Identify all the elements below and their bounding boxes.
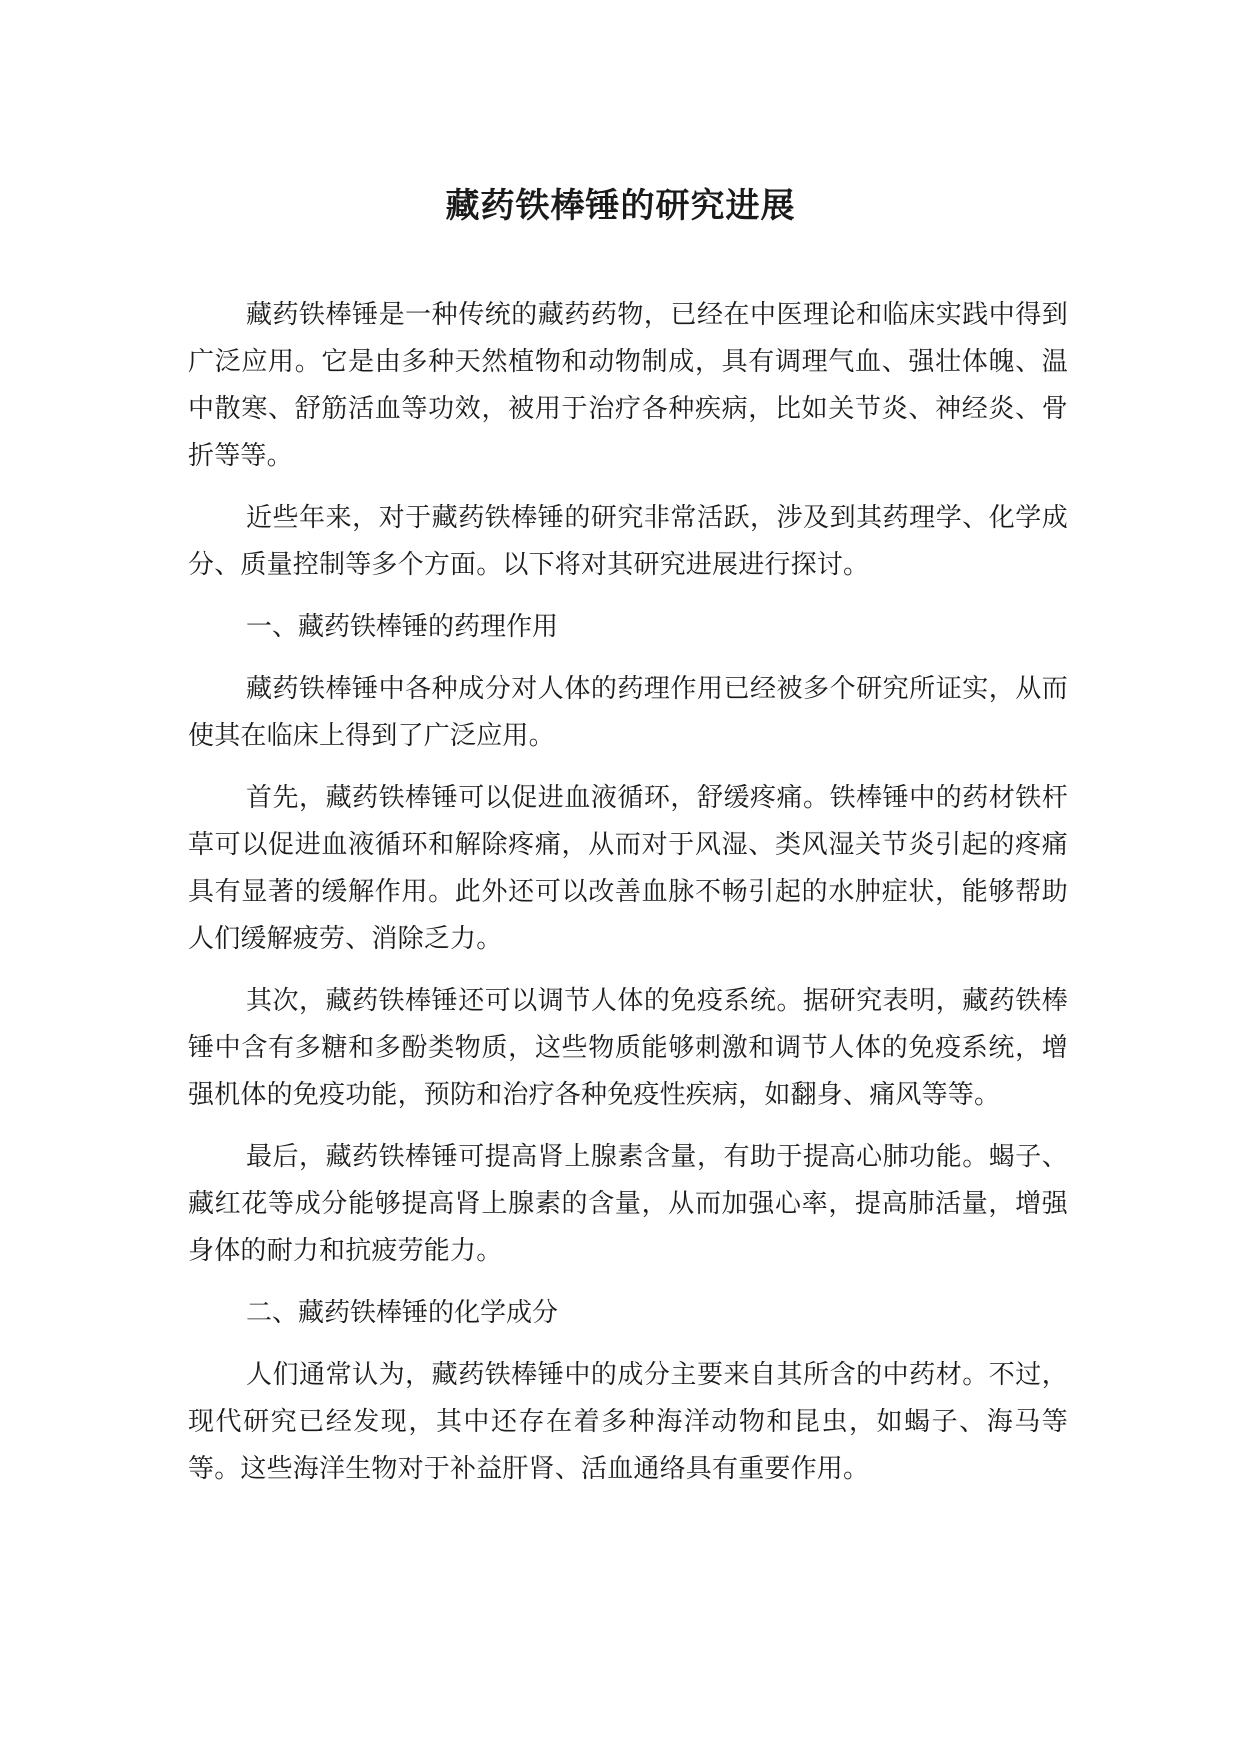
paragraph-overview: 近些年来，对于藏药铁棒锤的研究非常活跃，涉及到其药理学、化学成分、质量控制等多个方面。以下将对其研究进展进行探讨。 (188, 503, 1068, 580)
document-body (188, 292, 1068, 1508)
paragraph-circulation: 首先，藏药铁棒锤可以促进血液循环，舒缓疼痛。铁棒锤中的药材铁杆草可以促进血液循环和解除疼痛，从而对于风湿、类风湿关节炎引起的疼痛具有显著的缓解作用。此外还可以改善血脉不畅引起的水肿症状，能够帮助人们缓解疲劳、消除乏力。 (188, 783, 1068, 954)
document-title: 藏药铁棒锤的研究进展 (445, 186, 796, 226)
paragraph-adrenaline: 最后，藏药铁棒锤可提高肾上腺素含量，有助于提高心肺功能。蝎子、藏红花等成分能够提高肾上腺素的含量，从而加强心率，提高肺活量，增强身体的耐力和抗疲劳能力。 (188, 1142, 1068, 1266)
section-heading-chemistry: 二、藏药铁棒锤的化学成分 (246, 1298, 559, 1328)
paragraph-intro: 藏药铁棒锤是一种传统的藏药药物，已经在中医理论和临床实践中得到广泛应用。它是由多种天然植物和动物制成，具有调理气血、强壮体魄、温中散寒、舒筋活血等功效，被用于治疗各种疾病，比如关节炎、神经炎、骨折等等。 (188, 300, 1068, 471)
paragraph-chemistry: 人们通常认为，藏药铁棒锤中的成分主要来自其所含的中药材。不过，现代研究已经发现，其中还存在着多种海洋动物和昆虫，如蝎子、海马等等。这些海洋生物对于补益肝肾、活血通络具有重要作用。 (188, 1360, 1068, 1484)
paragraph-immune: 其次，藏药铁棒锤还可以调节人体的免疫系统。据研究表明，藏药铁棒锤中含有多糖和多酚类物质，这些物质能够刺激和调节人体的免疫系统，增强机体的免疫功能，预防和治疗各种免疫性疾病，如翻身、痛风等等。 (188, 986, 1068, 1110)
paragraph-pharmacology-summary: 藏药铁棒锤中各种成分对人体的药理作用已经被多个研究所证实，从而使其在临床上得到了广泛应用。 (188, 674, 1068, 751)
section-heading-pharmacology: 一、藏药铁棒锤的药理作用 (246, 612, 559, 642)
